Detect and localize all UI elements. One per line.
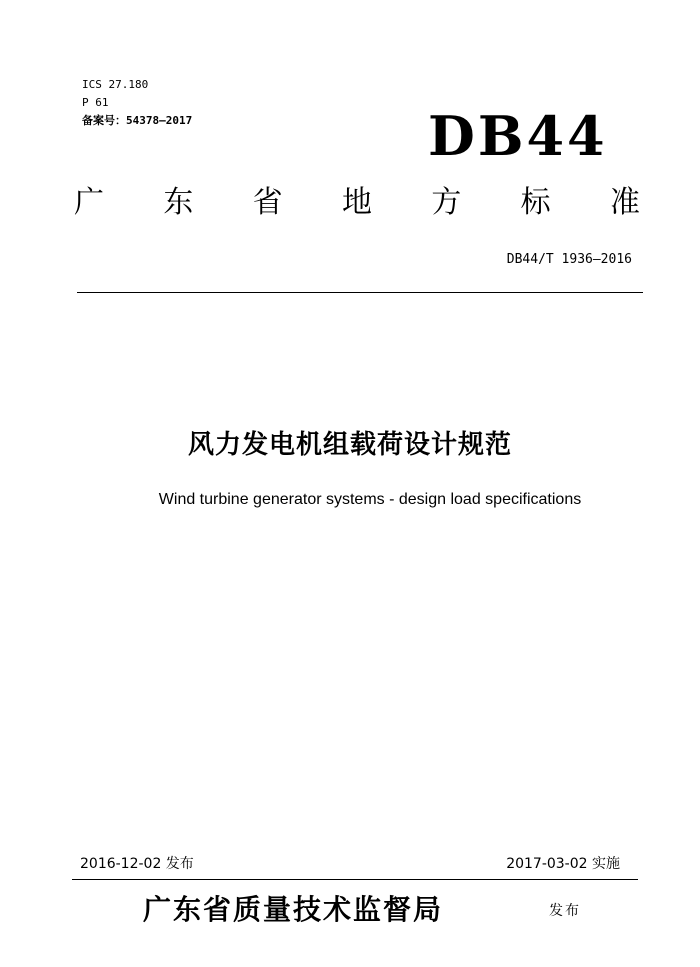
standard-type-char: 省 [252,185,283,220]
standard-type-heading [74,183,640,223]
ics-code: ICS 27.180 [82,78,149,91]
db44-logo: DB44 [428,104,608,168]
issue-date: 2016-12-02 发布 [80,856,194,872]
document-title-chinese: 风力发电机组载荷设计规范 [187,430,512,460]
standard-type-char: 地 [341,185,372,220]
standard-number: DB44/T 1936—2016 [506,252,632,267]
ccs-code: P 61 [82,96,109,109]
issuing-suffix: 发布 [549,903,581,919]
classification-block [82,76,192,130]
standard-type-char: 标 [520,185,551,220]
standard-type-char: 东 [163,185,194,220]
implementation-date: 2017-03-02 实施 [506,856,620,872]
issuing-authority: 广东省质量技术监督局 [143,893,444,926]
filing-number: 备案号：54378—2017 [82,114,193,127]
standard-type-char: 方 [431,185,462,220]
document-title-english: Wind turbine generator systems - design load specifications [158,491,582,508]
standard-type-char: 广 [74,185,104,220]
top-divider [77,292,643,293]
bottom-divider [72,879,638,880]
standard-type-char: 准 [609,185,640,220]
